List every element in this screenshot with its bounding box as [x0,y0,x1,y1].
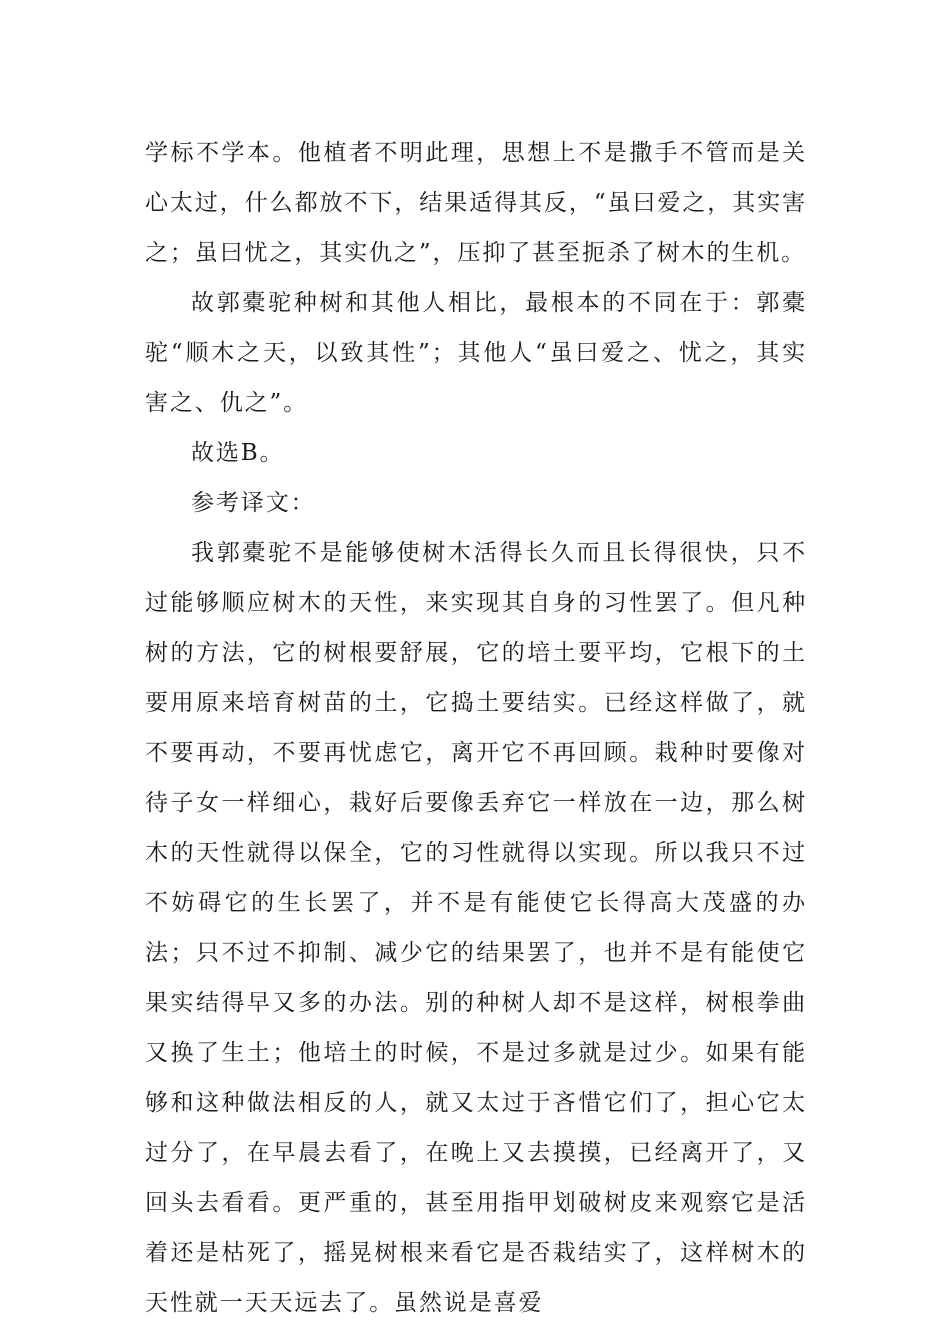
paragraph-answer: 故选B。 [191,440,285,466]
document-body [145,128,807,1328]
paragraph-analysis-continuation: 学标不学本。他植者不明此理，思想上不是撒手不管而是关心太过，什么都放不下，结果适得其反，“虽曰爱之，其实害之；虽曰忧之，其实仇之”，压抑了甚至扼杀了树木的生机。 [145,140,807,266]
paragraph-conclusion: 故郭橐驼种树和其他人相比，最根本的不同在于：郭橐驼“顺木之天，以致其性”；其他人“虽曰爱之、忧之，其实害之、仇之”。 [145,290,807,416]
paragraph-translation-body: 我郭橐驼不是能够使树木活得长久而且长得很快，只不过能够顺应树木的天性，来实现其自身的习性罢了。但凡种树的方法，它的树根要舒展，它的培土要平均，它根下的土要用原来培育树苗的土，它捣土要结实。已经这样做了，就不要再动，不要再忧虑它，离开它不再回顾。栽种时要像对待子女一样细心，栽好后要像丢弃它一样放在一边，那么树木的天性就得以保全，它的习性就得以实现。所以我只不过不妨碍它的生长罢了，并不是有能使它长得高大茂盛的办法；只不过不抑制、减少它的结果罢了，也并不是有能使它果实结得早又多的办法。别的种树人却不是这样，树根拳曲又换了生土；他培土的时候，不是过多就是过少。如果有能够和这种做法相反的人，就又太过于吝惜它们了，担心它太过分了，在早晨去看了，在晚上又去摸摸，已经离开了，又回头去看看。更严重的，甚至用指甲划破树皮来观察它是活着还是枯死了，摇晃树根来看它是否栽结实了，这样树木的天性就一天天远去了。虽然说是喜爱 [145,540,807,1316]
paragraph-translation-heading: 参考译文： [191,490,316,516]
